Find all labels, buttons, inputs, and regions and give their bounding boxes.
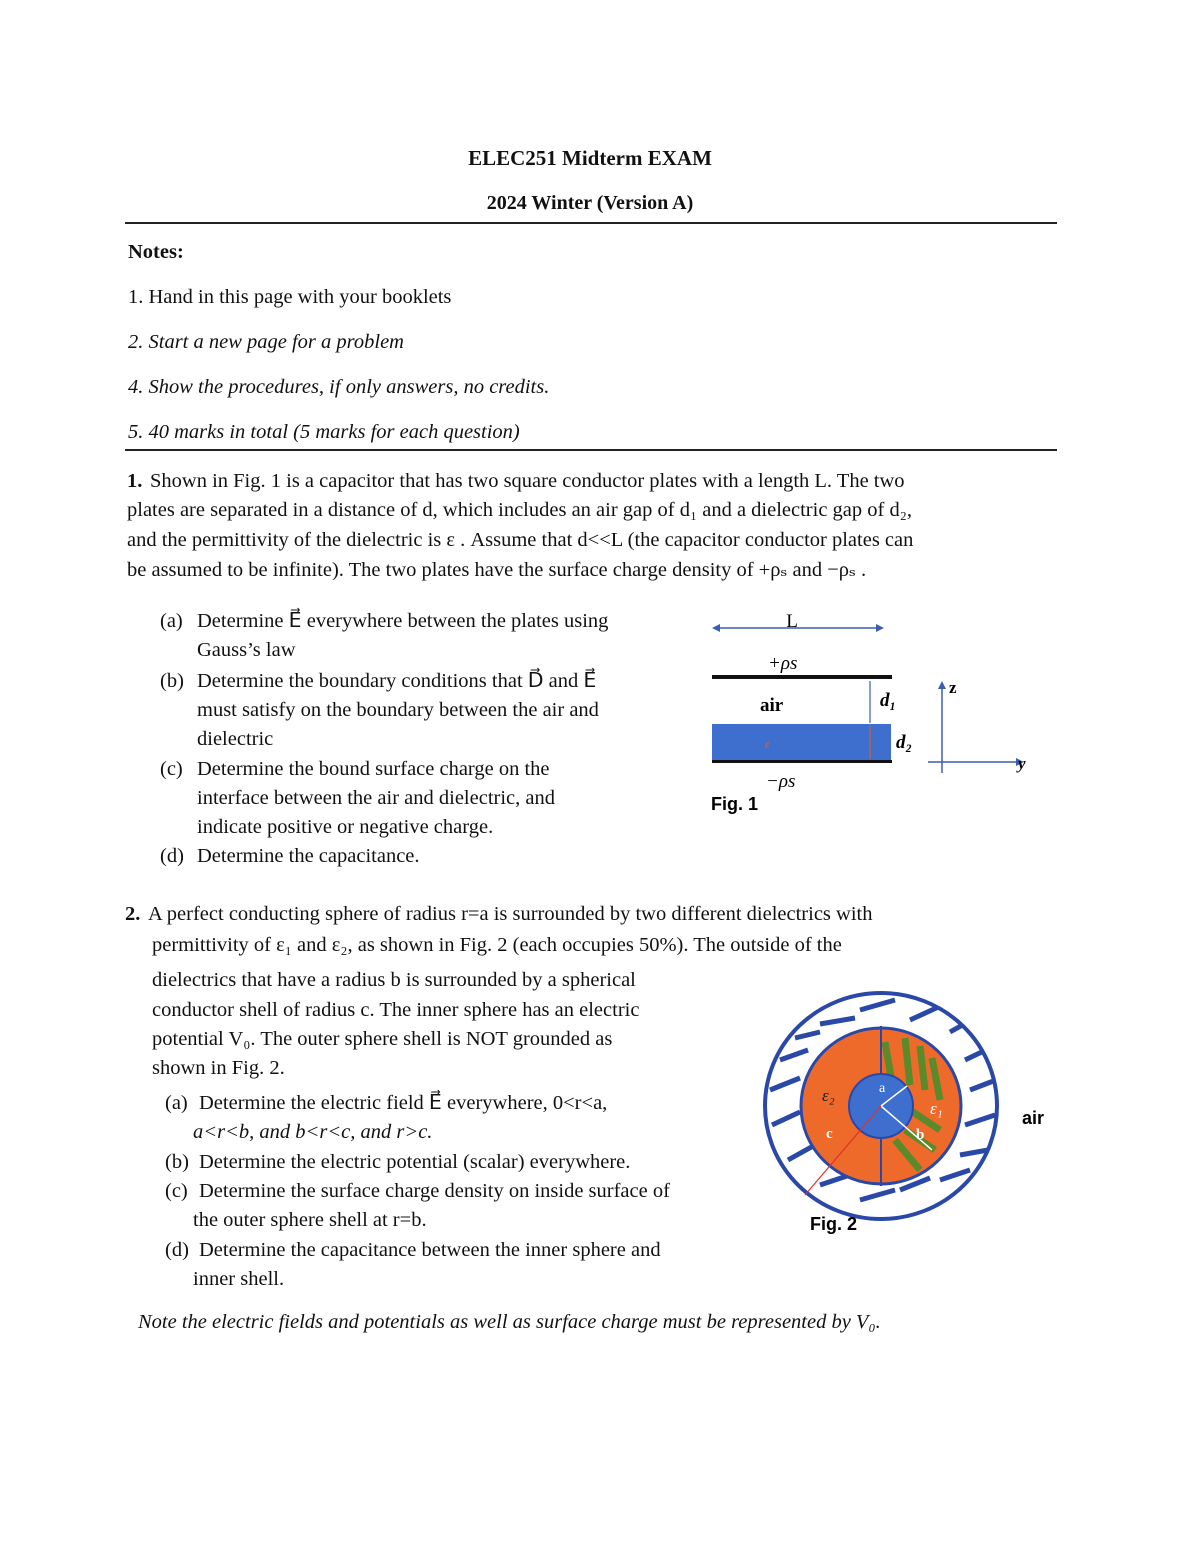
eps2-label: ε₂ [822,1086,835,1105]
b-label: b [916,1127,925,1143]
p2-part-label: (a) [165,1092,188,1114]
top-plate [712,675,892,679]
figure-2 [760,990,1060,1240]
p1-part-text: dielectric [197,728,274,750]
problem2-line: dielectrics that have a radius b is surrounded by a spherical [152,969,636,991]
p1-part-label: (b) [160,670,184,692]
p1-part-text: must satisfy on the boundary between the air and [197,699,599,721]
arrow-head-right-icon [876,624,884,632]
problem2-line: permittivity of ε₁ and ε₂, as shown in Fig. 2 (each occupies 50%). The outside of the [152,934,842,956]
air-label: air [1022,1108,1045,1128]
notes-divider [125,449,1057,451]
header-divider [125,222,1057,224]
notes-heading: Notes: [128,241,184,263]
eps-label: ε [765,737,770,751]
fig2-caption: Fig. 2 [810,1214,858,1234]
p1-part-text: Determine the bound surface charge on the [197,758,550,780]
note-item: 2. Start a new page for a problem [128,331,404,353]
exam-subtitle: 2024 Winter (Version A) [486,192,694,214]
d2-label: d₂ [896,732,913,753]
p2-part-label: (c) [165,1180,188,1202]
exam-title: ELEC251 Midterm EXAM [468,146,712,170]
p1-part-label: (a) [160,610,183,632]
p1-part-text: interface between the air and dielectric, and [197,787,555,809]
problem2-line: shown in Fig. 2. [152,1057,285,1079]
z-label: z [949,678,957,697]
p1-part-text: Gauss’s law [197,639,296,661]
y-label: y [1018,754,1026,773]
problem1-line: Shown in Fig. 1 is a capacitor that has two square conductor plates with a length L. The two [150,470,905,492]
p2-part-text: the outer sphere shell at r=b. [193,1209,427,1231]
note-item: 1. Hand in this page with your booklets [128,286,452,308]
length-label: L [786,611,798,632]
p2-part-text: Determine the electric field E⃗ everywhere, 0<r<a, [199,1092,608,1114]
p2-part-label: (b) [165,1151,189,1173]
problem2-line: A perfect conducting sphere of radius r=a is surrounded by two different dielectrics with [148,903,873,925]
eps1-label: ε₁ [930,1099,943,1118]
note-item: 5. 40 marks in total (5 marks for each question) [128,421,520,443]
air-label: air [760,695,784,716]
p2-part-label: (d) [165,1239,189,1261]
problem2-number: 2. [125,903,141,925]
problem1-line: and the permittivity of the dielectric is ε . Assume that d<<L (the capacitor conductor plates can [127,529,914,551]
c-label: c [826,1126,833,1142]
p1-part-label: (c) [160,758,183,780]
a-label: a [879,1081,886,1096]
p2-part-text: inner shell. [193,1268,285,1290]
bottom-charge-label: −ρs [766,771,796,792]
p1-part-label: (d) [160,845,184,867]
p1-part-text: indicate positive or negative charge. [197,816,494,838]
d1-label: d₁ [880,690,897,711]
p2-part-text: Determine the electric potential (scalar) everywhere. [199,1151,631,1173]
p2-part-text: Determine the surface charge density on inside surface of [199,1180,670,1202]
dielectric-slab [712,724,891,760]
top-charge-label: +ρs [768,653,798,674]
bottom-plate [712,760,892,763]
problem1-line: be assumed to be infinite). The two plates have the surface charge density of +ρₛ and −ρₛ . [127,559,867,581]
p1-part-text: Determine the boundary conditions that D⃗ and E⃗ [197,670,597,692]
p1-part-text: Determine E⃗ everywhere between the plates using [197,610,609,632]
problem2-line: potential V₀. The outer sphere shell is NOT grounded as [152,1028,613,1050]
p2-part-text: Determine the capacitance between the inner sphere and [199,1239,661,1261]
problem1-number: 1. [127,470,143,492]
p2-part-text: a<r<b, and b<r<c, and r>c. [193,1121,433,1143]
problem2-note: Note the electric fields and potentials as well as surface charge must be represented by V₀. [138,1311,881,1333]
arrow-head-left-icon [712,624,720,632]
fig1-caption: Fig. 1 [711,794,759,814]
note-item: 4. Show the procedures, if only answers, no credits. [128,376,550,398]
z-arrow-icon [938,681,946,689]
figure-1 [700,605,1040,820]
p1-part-text: Determine the capacitance. [197,845,420,867]
problem1-line: plates are separated in a distance of d, which includes an air gap of d₁ and a dielectric gap of d₂, [127,499,913,521]
problem2-line: conductor shell of radius c. The inner sphere has an electric [152,999,640,1021]
